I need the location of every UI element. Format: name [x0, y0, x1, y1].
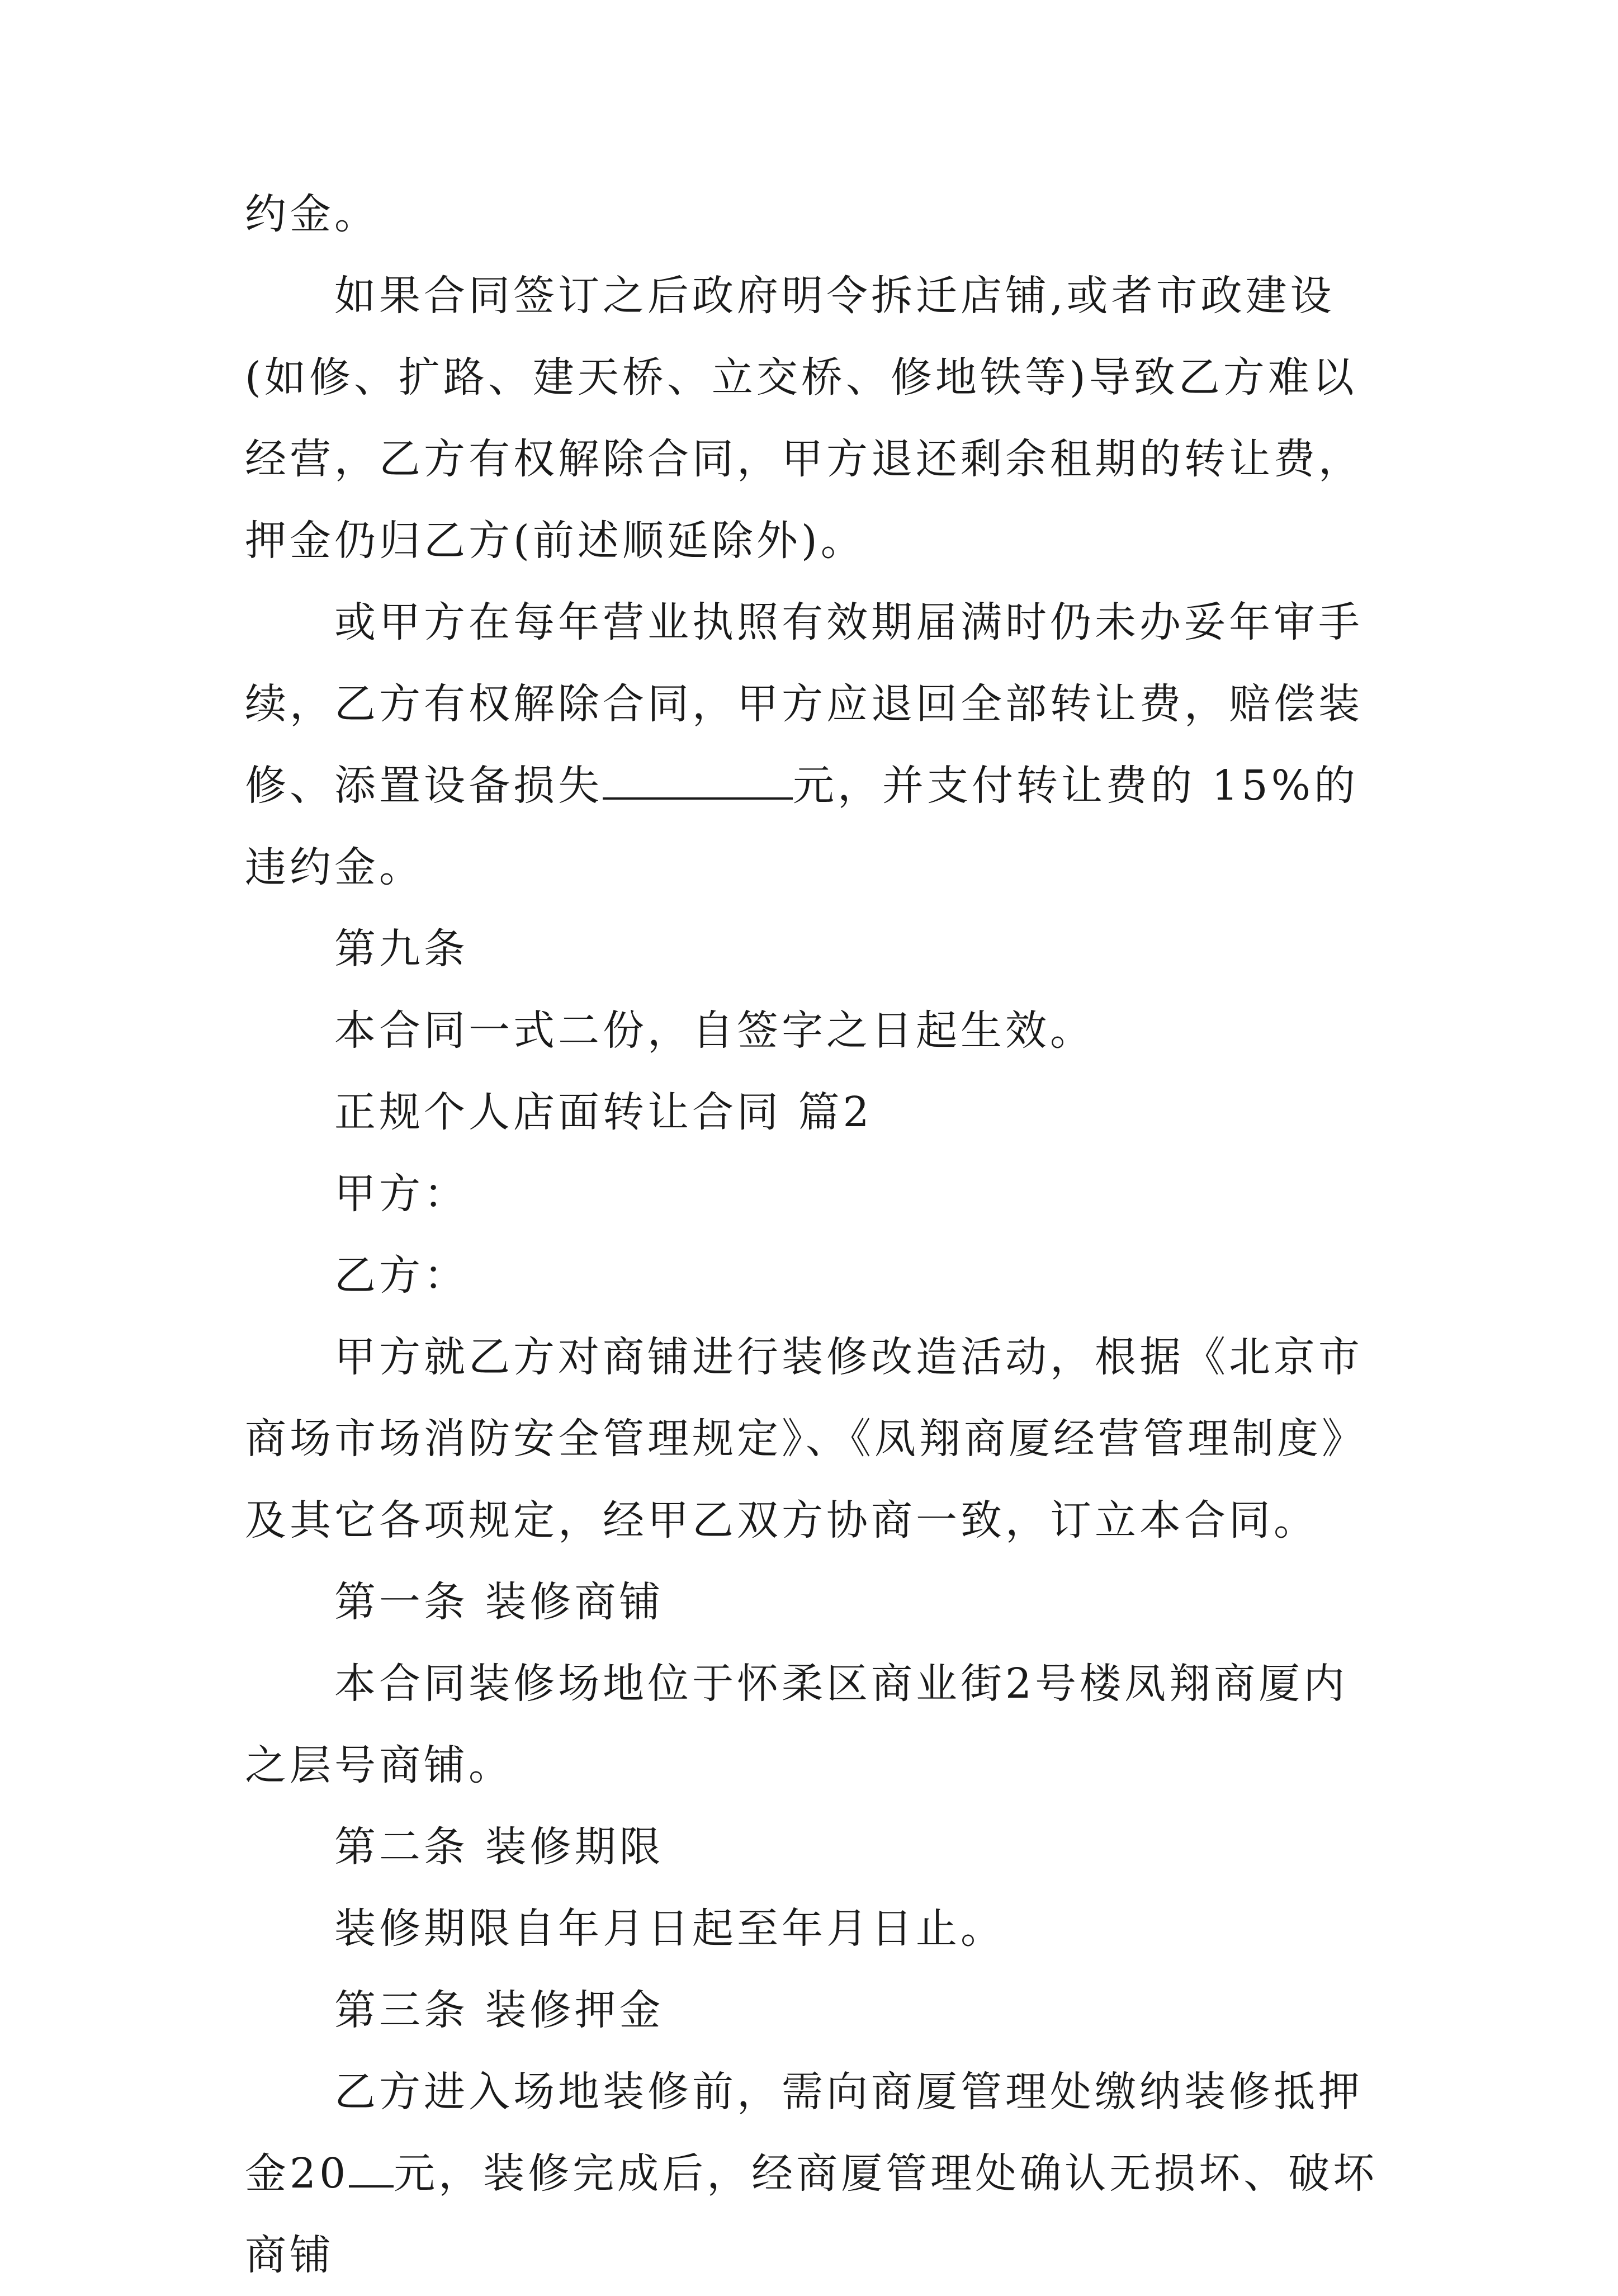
- paragraph-continuation: 约金。: [245, 190, 379, 238]
- article-3-heading: 第三条 装修押金: [334, 1986, 664, 2034]
- article-2-heading: 第二条 装修期限: [334, 1823, 664, 1871]
- contract-intro: 甲方就乙方对商铺进行装修改造活动，根据《北京市商场市场消防安全管理规定》、《凤翔商厦经营管理制度》及其它各项规定，经甲乙双方协商一致，订立本合同。: [245, 1333, 1366, 1544]
- deposit-text-end: 元，装修完成后，经商厦管理处确认无损坏、破坏商铺: [245, 2149, 1378, 2279]
- article-3-text: [245, 2051, 1391, 2296]
- article-2-text: 装修期限自年月日起至年月日止。: [334, 1905, 1005, 1953]
- contract-2-title: 正规个人店面转让合同 篇2: [334, 1088, 873, 1136]
- deposit-text: 乙方进入场地装修前，需向商厦管理处缴纳装修抵押金20: [245, 2068, 1363, 2198]
- paragraph-demolition: 如果合同签订之后政府明令拆迁店铺,或者市政建设(如修、扩路、建天桥、立交桥、修地铁等)导致乙方难以经营，乙方有权解除合同，甲方退还剩余租期的转让费，押金仍归乙方(前述顺延除外)。: [245, 272, 1363, 565]
- article-9-text: 本合同一式二份，自签字之日起生效。: [334, 1007, 1095, 1055]
- deposit-blank: [349, 2148, 394, 2188]
- amount-blank: [603, 760, 793, 800]
- annual-review-text-end: 元，并支付转让费的 15%的违约金。: [245, 762, 1359, 891]
- document-body: [245, 173, 1391, 2296]
- article-1-heading: 第一条 装修商铺: [334, 1578, 664, 1626]
- paragraph-annual-review: [245, 582, 1391, 908]
- party-a-label: 甲方：: [334, 1170, 469, 1218]
- party-b-label: 乙方：: [334, 1251, 469, 1300]
- article-9-heading: 第九条: [334, 925, 469, 973]
- article-1-text: 本合同装修场地位于怀柔区商业街2号楼凤翔商厦内之层号商铺。: [245, 1660, 1349, 1789]
- annual-review-text: 或甲方在每年营业执照有效期届满时仍未办妥年审手续，乙方有权解除合同，甲方应退回全部转让费，赔偿装修、添置设备损失: [245, 598, 1363, 810]
